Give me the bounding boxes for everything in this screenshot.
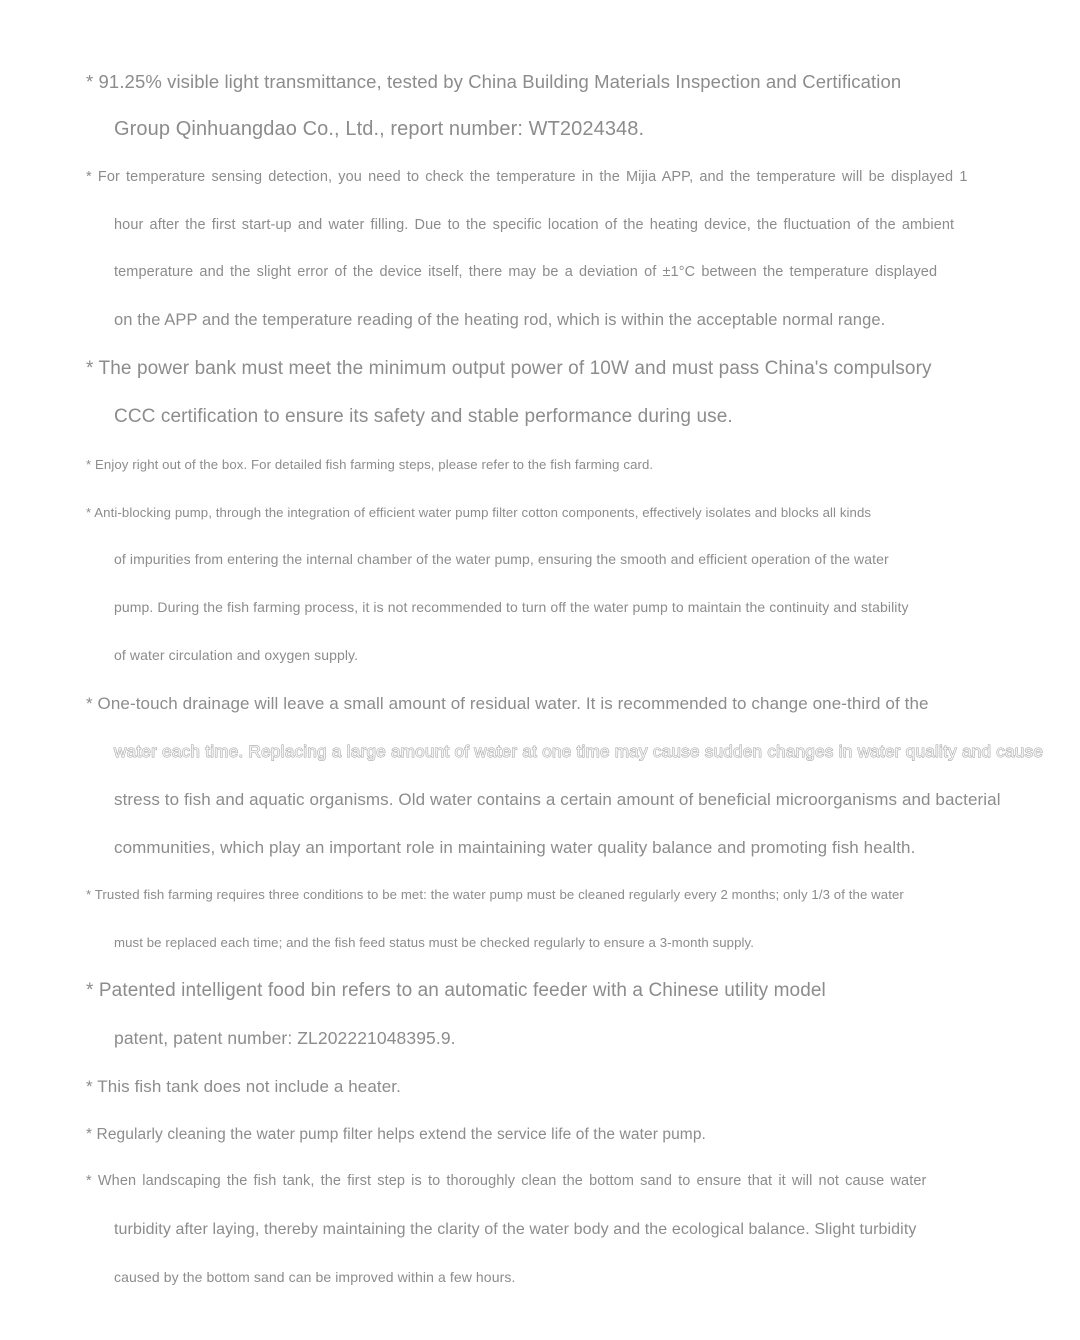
footnote-line: * Regularly cleaning the water pump filter helps extend the service life of the water pump. xyxy=(86,1125,706,1143)
footnote-light-transmittance xyxy=(0,58,1080,154)
footnote-line: of water circulation and oxygen supply. xyxy=(114,647,359,664)
footnote-power-bank xyxy=(0,345,1080,441)
footnote-line: * The power bank must meet the minimum output power of 10W and must pass China's compulsory xyxy=(86,358,932,380)
footnote-pump-filter-cleaning xyxy=(0,1111,1080,1159)
footnote-line: Group Qinhuangdao Co., Ltd., report number: WT2024348. xyxy=(114,117,645,140)
footnote-anti-blocking-pump xyxy=(0,489,1080,680)
footnote-line: turbidity after laying, thereby maintaining the clarity of the water body and the ecological balance. Slight turbidity xyxy=(114,1221,917,1239)
footnote-line: temperature and the slight error of the device itself, there may be a deviation of ±1°C between the temperature displayed xyxy=(114,264,938,281)
footnote-line: stress to fish and aquatic organisms. Old water contains a certain amount of beneficial microorganisms and bacterial xyxy=(114,789,1001,809)
footnote-line: CCC certification to ensure its safety and stable performance during use. xyxy=(114,405,733,427)
footnote-line: pump. During the fish farming process, it is not recommended to turn off the water pump to maintain the continuity and stability xyxy=(114,599,909,616)
footnote-line: * Enjoy right out of the box. For detailed fish farming steps, please refer to the fish farming card. xyxy=(86,456,654,472)
footnote-line: patent, patent number: ZL202221048395.9. xyxy=(114,1027,456,1048)
footnote-line: on the APP and the temperature reading of the heating rod, which is within the acceptable normal range. xyxy=(114,311,886,330)
footnote-line: * 91.25% visible light transmittance, tested by China Building Materials Inspection and Certification xyxy=(86,71,902,92)
footnote-temperature-sensing xyxy=(0,154,1080,345)
footnote-line: must be replaced each time; and the fish feed status must be checked regularly to ensure a 3-month supply. xyxy=(114,935,755,951)
footnote-line: * This fish tank does not include a heater. xyxy=(86,1076,401,1096)
footnote-patented-food-bin xyxy=(0,967,1080,1063)
footnote-line: hour after the first start-up and water filling. Due to the specific location of the heating device, the fluctuation of the ambient xyxy=(114,216,955,233)
footnote-no-heater xyxy=(0,1063,1080,1111)
footnote-out-of-box xyxy=(0,441,1080,489)
footnote-line: of impurities from entering the internal chamber of the water pump, ensuring the smooth and efficient operation of the water xyxy=(114,551,889,568)
footnote-line: * Anti-blocking pump, through the integration of efficient water pump filter cotton components, effectively isolates and blocks all kinds xyxy=(86,504,872,520)
footnote-line: * Patented intelligent food bin refers to an automatic feeder with a Chinese utility model xyxy=(86,980,826,1002)
footnote-line: * Trusted fish farming requires three conditions to be met: the water pump must be cleaned regularly every 2 months; only 1/3 of the water xyxy=(86,887,904,903)
footnote-line: caused by the bottom sand can be improved within a few hours. xyxy=(114,1269,516,1286)
footnote-line: communities, which play an important role in maintaining water quality balance and promoting fish health. xyxy=(114,837,916,857)
footnote-line: * One-touch drainage will leave a small amount of residual water. It is recommended to change one-third of the xyxy=(86,693,929,713)
footnote-line: * When landscaping the fish tank, the first step is to thoroughly clean the bottom sand to ensure that it will not cause water xyxy=(86,1173,927,1190)
footnote-trusted-fish-farming xyxy=(0,871,1080,967)
footnote-line-outlined: water each time. Replacing a large amount of water at one time may cause sudden changes in water quality and cause xyxy=(114,741,1044,761)
footnote-line: * For temperature sensing detection, you need to check the temperature in the Mijia APP, and the temperature will be displayed 1 xyxy=(86,168,968,185)
footnote-one-touch-drainage xyxy=(0,680,1080,871)
footnote-landscaping xyxy=(0,1158,1080,1302)
